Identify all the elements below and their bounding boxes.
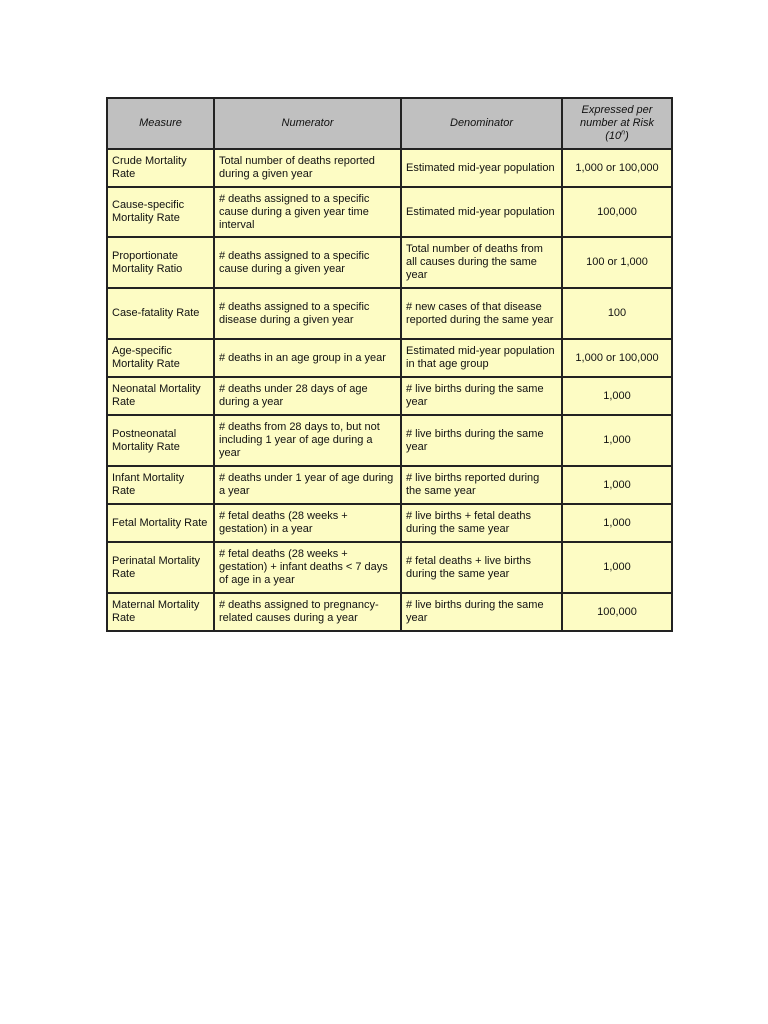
cell-rate: 100,000	[562, 187, 672, 237]
cell-denominator: Estimated mid-year population	[401, 149, 562, 187]
cell-denominator: Estimated mid-year population	[401, 187, 562, 237]
cell-denominator: # live births during the same year	[401, 593, 562, 631]
cell-numerator: # deaths assigned to a specific cause during a given year	[214, 237, 401, 288]
cell-measure: Proportionate Mortality Ratio	[107, 237, 214, 288]
cell-numerator: Total number of deaths reported during a given year	[214, 149, 401, 187]
cell-measure: Postneonatal Mortality Rate	[107, 415, 214, 466]
cell-measure: Maternal Mortality Rate	[107, 593, 214, 631]
mortality-measures-table	[106, 97, 673, 632]
header-numerator: Numerator	[214, 98, 401, 149]
cell-measure: Crude Mortality Rate	[107, 149, 214, 187]
mortality-measures-table-container	[106, 97, 671, 632]
cell-rate: 1,000	[562, 415, 672, 466]
cell-denominator: Estimated mid-year population in that age group	[401, 339, 562, 377]
cell-denominator: # live births during the same year	[401, 377, 562, 415]
header-denominator: Denominator	[401, 98, 562, 149]
cell-measure: Cause-specific Mortality Rate	[107, 187, 214, 237]
header-exponent: n	[621, 129, 626, 137]
cell-numerator: # fetal deaths (28 weeks + gestation) in a year	[214, 504, 401, 542]
cell-measure: Perinatal Mortality Rate	[107, 542, 214, 593]
cell-numerator: # fetal deaths (28 weeks + gestation) + infant deaths < 7 days of age in a year	[214, 542, 401, 593]
cell-numerator: # deaths from 28 days to, but not including 1 year of age during a year	[214, 415, 401, 466]
cell-measure: Neonatal Mortality Rate	[107, 377, 214, 415]
table-row	[107, 377, 672, 415]
table-row	[107, 593, 672, 631]
cell-denominator: # new cases of that disease reported during the same year	[401, 288, 562, 339]
table-row	[107, 288, 672, 339]
cell-rate: 1,000 or 100,000	[562, 339, 672, 377]
cell-numerator: # deaths in an age group in a year	[214, 339, 401, 377]
cell-rate: 1,000 or 100,000	[562, 149, 672, 187]
cell-numerator: # deaths under 1 year of age during a year	[214, 466, 401, 504]
cell-rate: 100 or 1,000	[562, 237, 672, 288]
header-expressed-per	[562, 98, 672, 149]
header-expressed-per-close: )	[625, 130, 629, 142]
cell-denominator: # fetal deaths + live births during the same year	[401, 542, 562, 593]
table-row	[107, 504, 672, 542]
table-row	[107, 187, 672, 237]
table-header-row	[107, 98, 672, 149]
cell-measure: Infant Mortality Rate	[107, 466, 214, 504]
cell-denominator: # live births during the same year	[401, 415, 562, 466]
cell-rate: 1,000	[562, 504, 672, 542]
cell-denominator: # live births + fetal deaths during the same year	[401, 504, 562, 542]
cell-rate: 100	[562, 288, 672, 339]
table-row	[107, 542, 672, 593]
table-row	[107, 149, 672, 187]
table-row	[107, 415, 672, 466]
cell-rate: 1,000	[562, 542, 672, 593]
cell-measure: Fetal Mortality Rate	[107, 504, 214, 542]
table-row	[107, 339, 672, 377]
table-row	[107, 237, 672, 288]
cell-numerator: # deaths assigned to a specific disease during a given year	[214, 288, 401, 339]
cell-numerator: # deaths assigned to pregnancy-related causes during a year	[214, 593, 401, 631]
cell-numerator: # deaths assigned to a specific cause during a given year time interval	[214, 187, 401, 237]
cell-rate: 1,000	[562, 377, 672, 415]
header-expressed-per-text: Expressed per number at Risk (10	[580, 104, 654, 142]
cell-measure: Case-fatality Rate	[107, 288, 214, 339]
cell-measure: Age-specific Mortality Rate	[107, 339, 214, 377]
header-measure: Measure	[107, 98, 214, 149]
cell-denominator: # live births reported during the same year	[401, 466, 562, 504]
cell-numerator: # deaths under 28 days of age during a year	[214, 377, 401, 415]
cell-rate: 1,000	[562, 466, 672, 504]
table-row	[107, 466, 672, 504]
cell-rate: 100,000	[562, 593, 672, 631]
cell-denominator: Total number of deaths from all causes during the same year	[401, 237, 562, 288]
